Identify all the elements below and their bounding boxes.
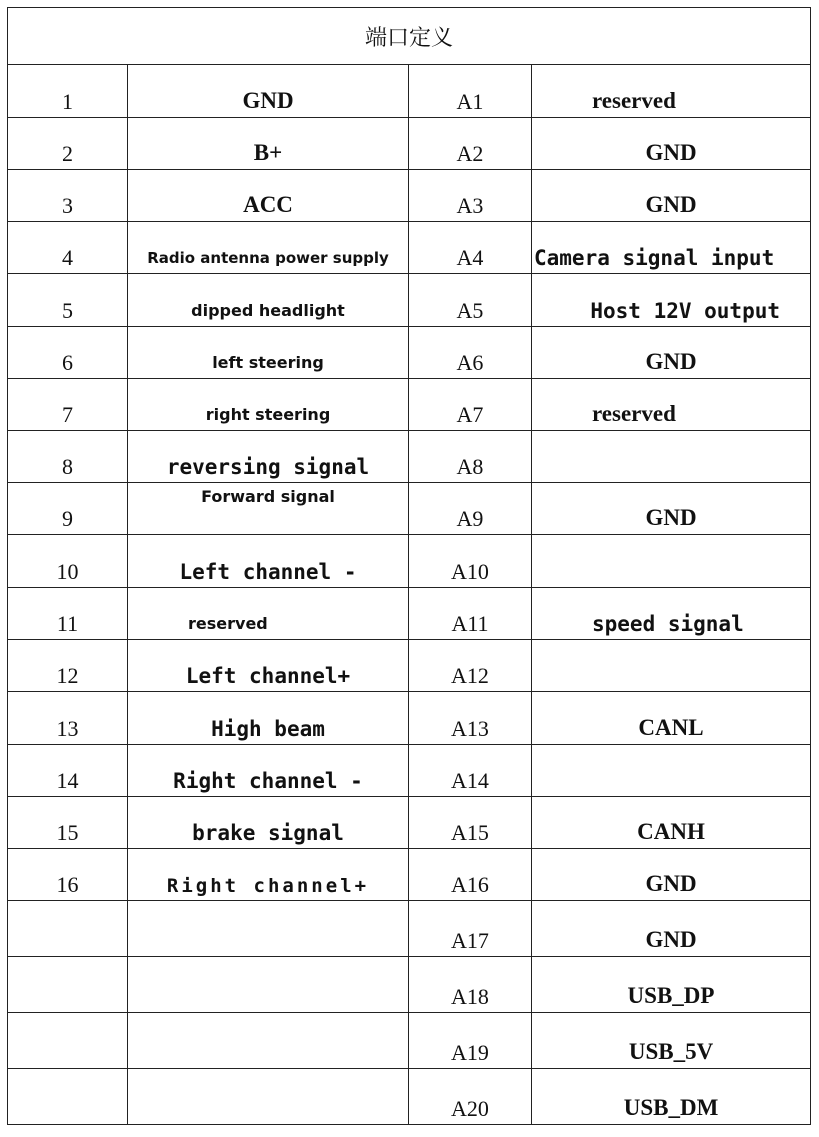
connector-a-pin: A17 <box>409 901 532 957</box>
connector-a-pin: A20 <box>409 1069 532 1125</box>
connector-a-pin: A8 <box>409 431 532 483</box>
pin-number: 4 <box>8 222 128 274</box>
pin-signal: brake signal <box>128 797 409 849</box>
pin-number: 6 <box>8 327 128 379</box>
pin-number: 1 <box>8 65 128 118</box>
connector-a-signal <box>532 431 811 483</box>
connector-a-signal: USB_DM <box>532 1069 811 1125</box>
table-row <box>8 1013 811 1069</box>
table-row <box>8 588 811 640</box>
pin-signal: High beam <box>128 692 409 745</box>
connector-a-signal: USB_DP <box>532 957 811 1013</box>
connector-a-signal: reserved <box>532 379 811 431</box>
pin-number <box>8 1013 128 1069</box>
pin-signal: ACC <box>128 170 409 222</box>
connector-a-signal: Host 12V output <box>532 274 811 327</box>
connector-a-signal: CANH <box>532 797 811 849</box>
table-row <box>8 118 811 170</box>
table-row <box>8 535 811 588</box>
connector-a-signal <box>532 535 811 588</box>
pin-signal: Left channel+ <box>128 640 409 692</box>
pin-signal: reversing signal <box>128 431 409 483</box>
connector-a-signal: CANL <box>532 692 811 745</box>
pin-number <box>8 957 128 1013</box>
connector-a-pin: A3 <box>409 170 532 222</box>
table-row <box>8 327 811 379</box>
pin-number: 13 <box>8 692 128 745</box>
pin-signal: GND <box>128 65 409 118</box>
connector-a-pin: A10 <box>409 535 532 588</box>
table-row <box>8 745 811 797</box>
pin-signal: reserved <box>128 588 409 640</box>
table-row <box>8 431 811 483</box>
pin-number: 3 <box>8 170 128 222</box>
pin-number: 2 <box>8 118 128 170</box>
connector-a-signal: GND <box>532 901 811 957</box>
table-row <box>8 640 811 692</box>
table-row <box>8 379 811 431</box>
table-row <box>8 274 811 327</box>
connector-a-signal: reserved <box>532 65 811 118</box>
table-row <box>8 901 811 957</box>
pin-number: 5 <box>8 274 128 327</box>
pin-number: 12 <box>8 640 128 692</box>
connector-a-signal: Camera signal input <box>532 222 811 274</box>
connector-a-pin: A2 <box>409 118 532 170</box>
table-title: 端口定义 <box>8 8 811 65</box>
pin-signal <box>128 957 409 1013</box>
pin-signal: Left channel - <box>128 535 409 588</box>
pin-rows <box>8 65 811 1125</box>
connector-a-pin: A4 <box>409 222 532 274</box>
connector-a-signal: speed signal <box>532 588 811 640</box>
connector-a-pin: A11 <box>409 588 532 640</box>
connector-a-signal <box>532 745 811 797</box>
pin-signal: left steering <box>128 327 409 379</box>
connector-a-pin: A12 <box>409 640 532 692</box>
pin-signal: dipped headlight <box>128 274 409 327</box>
pin-number: 15 <box>8 797 128 849</box>
table-row <box>8 65 811 118</box>
table-row <box>8 170 811 222</box>
pin-signal: B+ <box>128 118 409 170</box>
connector-a-pin: A16 <box>409 849 532 901</box>
connector-a-pin: A5 <box>409 274 532 327</box>
pin-signal: right steering <box>128 379 409 431</box>
pin-signal: Forward signal <box>128 483 409 535</box>
pin-number: 11 <box>8 588 128 640</box>
connector-a-signal <box>532 640 811 692</box>
pin-number: 14 <box>8 745 128 797</box>
table-row <box>8 483 811 535</box>
connector-a-pin: A14 <box>409 745 532 797</box>
connector-a-signal: USB_5V <box>532 1013 811 1069</box>
port-definition-table <box>7 7 811 1125</box>
pin-number: 7 <box>8 379 128 431</box>
connector-a-pin: A18 <box>409 957 532 1013</box>
connector-a-pin: A6 <box>409 327 532 379</box>
connector-a-pin: A7 <box>409 379 532 431</box>
connector-a-pin: A19 <box>409 1013 532 1069</box>
connector-a-signal: GND <box>532 118 811 170</box>
pin-signal: Right channel+ <box>128 849 409 901</box>
title-row <box>8 8 811 65</box>
connector-a-signal: GND <box>532 483 811 535</box>
pin-signal <box>128 1069 409 1125</box>
pin-number: 16 <box>8 849 128 901</box>
connector-a-pin: A15 <box>409 797 532 849</box>
pin-number: 9 <box>8 483 128 535</box>
connector-a-pin: A9 <box>409 483 532 535</box>
connector-a-pin: A13 <box>409 692 532 745</box>
pin-signal <box>128 1013 409 1069</box>
pin-signal: Right channel - <box>128 745 409 797</box>
table-row <box>8 1069 811 1125</box>
table-row <box>8 692 811 745</box>
connector-a-signal: GND <box>532 849 811 901</box>
connector-a-signal: GND <box>532 170 811 222</box>
pin-signal: Radio antenna power supply <box>128 222 409 274</box>
connector-a-signal: GND <box>532 327 811 379</box>
table-row <box>8 797 811 849</box>
table-row <box>8 222 811 274</box>
pin-number: 10 <box>8 535 128 588</box>
pin-number <box>8 901 128 957</box>
table-row <box>8 957 811 1013</box>
table-row <box>8 849 811 901</box>
pin-signal <box>128 901 409 957</box>
connector-a-pin: A1 <box>409 65 532 118</box>
pin-number <box>8 1069 128 1125</box>
pin-number: 8 <box>8 431 128 483</box>
